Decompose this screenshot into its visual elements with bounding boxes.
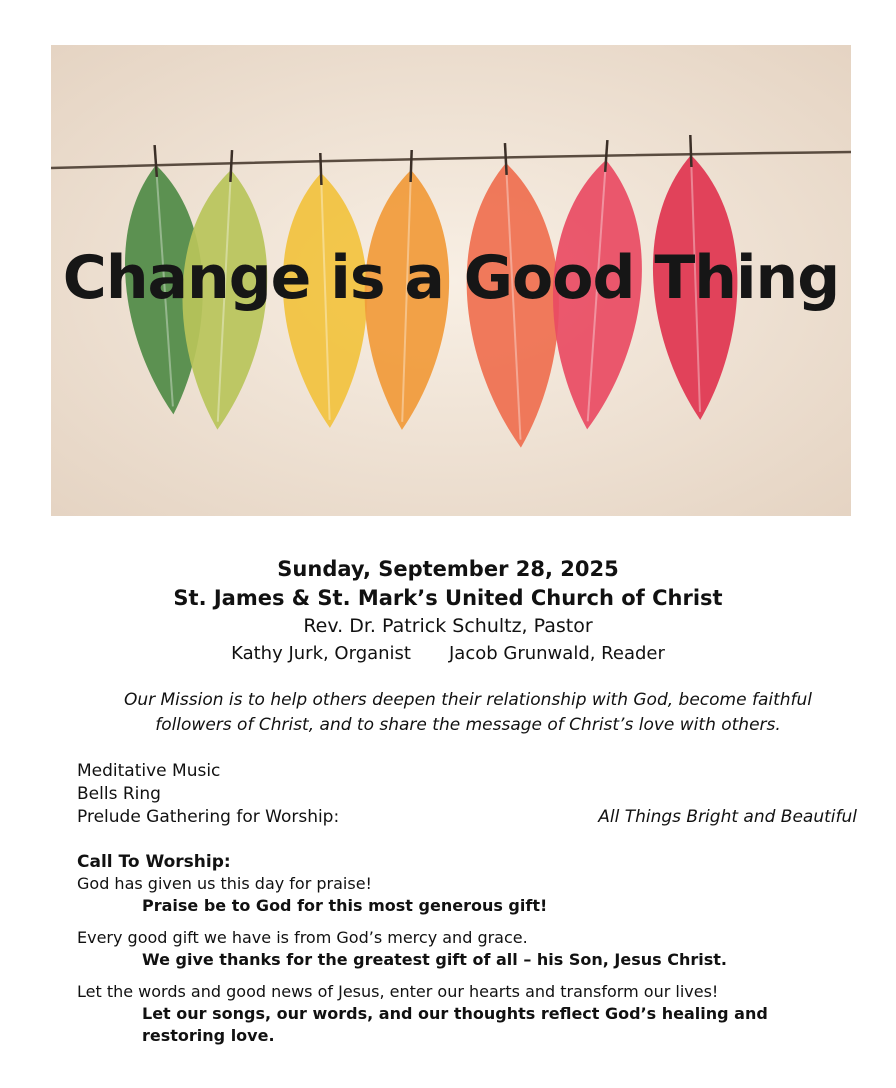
banner-image [51,45,851,516]
litany-exchange [77,873,837,917]
order-item [77,783,857,806]
call-to-worship-heading: Call To Worship: [77,852,231,872]
pastor-name: Rev. Dr. Patrick Schultz, Pastor [303,615,593,637]
clothespin [690,135,691,167]
leader-line: Let the words and good news of Jesus, enter our hearts and transform our lives! [77,982,719,1001]
organist-name: Kathy Jurk, Organist [231,643,411,664]
clothespin [320,153,321,185]
mission-line: followers of Christ, and to share the message of Christ’s love with others. [155,715,781,735]
reader-name: Jacob Grunwald, Reader [449,643,665,664]
litany-exchange [77,981,837,1047]
leader-line: God has given us this day for praise! [77,874,372,893]
prelude-hymn-title: All Things Bright and Beautiful [598,807,857,827]
staff-line [0,640,896,668]
order-of-worship [77,760,857,829]
order-item-label: Bells Ring [77,784,161,804]
church-name: St. James & St. Mark’s United Church of Christ [173,586,723,610]
service-date: Sunday, September 28, 2025 [277,557,619,581]
call-to-worship [77,851,837,1057]
leader-line: Every good gift we have is from God’s mercy and grace. [77,928,528,947]
bulletin-header [0,555,896,668]
mission-line: Our Mission is to help others deepen their relationship with God, become faithful [123,690,813,710]
people-response: Praise be to God for this most generous gift! [142,896,548,915]
order-item-label: Prelude Gathering for Worship: [77,807,340,827]
clothespin [230,150,232,182]
order-item [77,806,857,829]
clothespin [411,150,412,182]
litany-exchange [77,927,837,971]
clothespin [505,143,507,175]
people-response: Let our songs, our words, and our thoughts reflect God’s healing and [142,1004,768,1023]
people-response: We give thanks for the greatest gift of all – his Son, Jesus Christ. [142,950,727,969]
banner-title: Change is a Good Thing [62,243,840,313]
people-response: restoring love. [142,1026,275,1045]
order-item [77,760,857,783]
order-item-label: Meditative Music [77,761,221,781]
mission-statement [40,688,896,738]
